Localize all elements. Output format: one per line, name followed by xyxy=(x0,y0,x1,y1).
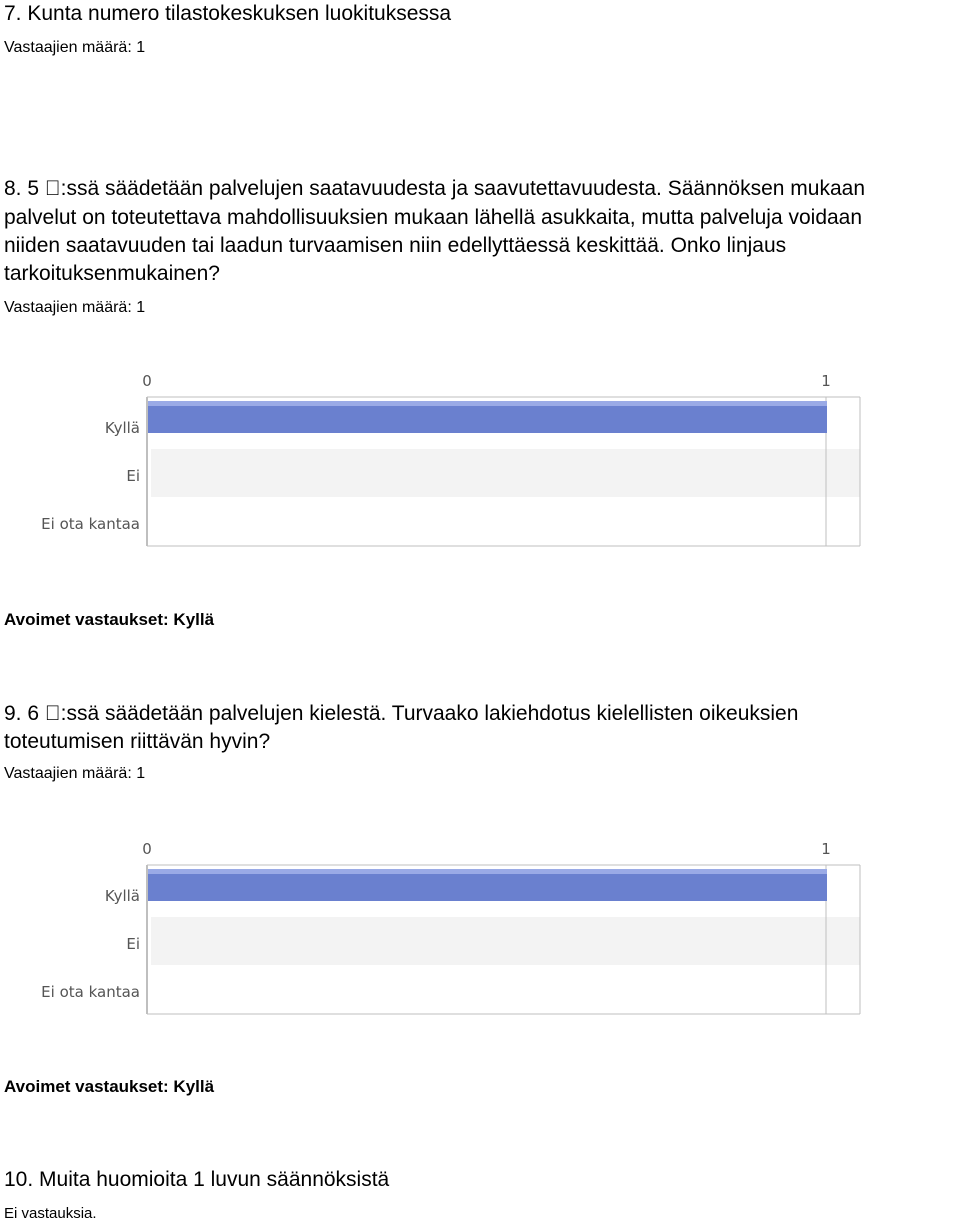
question-9-title-line-1: 9. 6 :ssä säädetään palvelujen kielestä. Turvaako lakiehdotus kielellisten oikeuksien xyxy=(4,702,783,725)
plot-band xyxy=(151,917,860,965)
category-label: Ei xyxy=(126,467,140,485)
question-8-title-line-2: palvelut on toteutettava mahdollisuuksien mukaan lähellä asukkaita, mutta palveluja voidaan xyxy=(4,206,863,229)
question-8-title-line-4: tarkoituksenmukainen? xyxy=(4,262,220,285)
bar-highlight xyxy=(148,401,827,406)
x-tick-label: 1 xyxy=(821,840,831,858)
category-label: Ei xyxy=(126,935,140,953)
x-tick-label: 0 xyxy=(142,372,152,390)
question-8-respondents: Vastaajien määrä: 1 xyxy=(4,299,146,316)
question-7-respondents: Vastaajien määrä: 1 xyxy=(4,39,146,56)
question-8-bar-chart xyxy=(0,360,880,560)
question-9-title-line-2: toteutumisen riittävän hyvin? xyxy=(4,730,271,753)
category-label: Ei ota kantaa xyxy=(41,515,140,533)
question-8-open-answers: Avoimet vastaukset: Kyllä xyxy=(4,610,215,629)
category-label: Ei ota kantaa xyxy=(41,983,140,1001)
category-label: Kyllä xyxy=(104,887,140,905)
question-8-title-line-1: 8. 5 :ssä säädetään palvelujen saatavuudesta ja saavutettavuudesta. Säännöksen mukaan xyxy=(4,177,850,200)
category-label: Kyllä xyxy=(104,419,140,437)
x-tick-label: 0 xyxy=(142,840,152,858)
question-10-title: 10. Muita huomioita 1 luvun säännöksistä xyxy=(4,1168,390,1191)
x-tick-label: 1 xyxy=(821,372,831,390)
question-9-open-answers: Avoimet vastaukset: Kyllä xyxy=(4,1077,215,1096)
question-9-respondents: Vastaajien määrä: 1 xyxy=(4,765,146,782)
question-9-bar-chart xyxy=(0,828,880,1028)
bar-highlight xyxy=(148,869,827,874)
question-8-title-line-3: niiden saatavuuden tai laadun turvaamisen niin edellyttäessä keskittää. Onko linjaus xyxy=(4,234,787,257)
question-7-title: 7. Kunta numero tilastokeskuksen luokituksessa xyxy=(4,2,452,25)
question-10-no-answers: Ei vastauksia. xyxy=(4,1205,97,1222)
plot-band xyxy=(151,449,860,497)
